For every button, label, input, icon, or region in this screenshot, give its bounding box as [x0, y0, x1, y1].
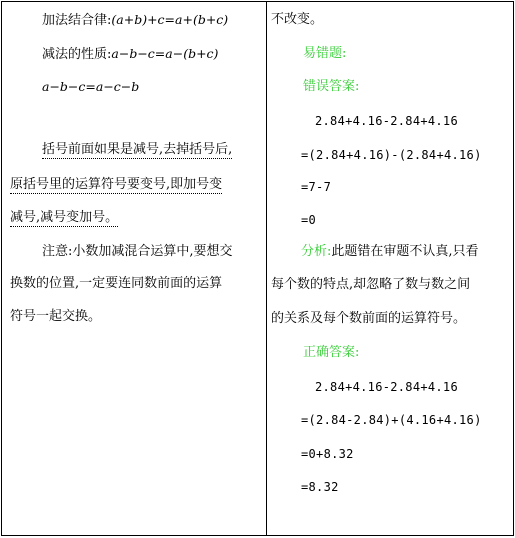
error-prone-heading: 易错题: — [303, 46, 347, 61]
analysis-line-3: 的关系及每个数前面的运算符号。 — [271, 311, 467, 326]
wrong-step-2: =(2.84+4.16)-(2.84+4.16) — [301, 148, 482, 162]
correct-step-2: =(2.84-2.84)+(4.16+4.16) — [301, 413, 482, 427]
note-line-3: 符号一起交换。 — [10, 309, 102, 324]
rule-line-2: 原括号里的运算符号要变号,即加号变 — [10, 177, 223, 192]
continued-text: 不改变。 — [271, 12, 324, 27]
addition-law-formula: (a+b)+c=a+(b+c) — [111, 12, 229, 27]
analysis-line-2: 每个数的特点,却忽略了数与数之间 — [271, 277, 471, 292]
wrong-answer-heading: 错误答案: — [303, 79, 360, 94]
correct-step-3: =0+8.32 — [301, 447, 354, 461]
rule-line-3: 减号,减号变加号。 — [10, 210, 119, 225]
rule-line-1: 括号前面如果是减号,去掉括号后, — [42, 142, 233, 157]
wrong-step-1: 2.84+4.16-2.84+4.16 — [315, 114, 458, 128]
wrong-step-4: =0 — [301, 213, 317, 227]
subtraction-property-label: 减法的性质: — [42, 47, 112, 62]
wrong-step-3: =7-7 — [301, 180, 332, 194]
analysis-line-1: 分析:此题错在审题不认真,只看 — [301, 244, 479, 259]
addition-law-label: 加法结合律: — [42, 13, 112, 28]
subtraction-property-formula-2: a−b−c=a−c−b — [42, 79, 140, 94]
note-line-1: 注意:小数加减混合运算中,要想交 — [42, 244, 233, 259]
addition-law-row — [42, 12, 228, 29]
note-line-2: 换数的位置,一定要连同数前面的运算 — [10, 276, 223, 291]
column-divider — [266, 2, 267, 535]
subtraction-property-row — [42, 46, 218, 63]
correct-answer-heading: 正确答案: — [303, 345, 360, 360]
table-frame — [1, 1, 514, 536]
subtraction-property-formula: a−b−c=a−(b+c) — [111, 46, 219, 61]
correct-step-1: 2.84+4.16-2.84+4.16 — [315, 380, 458, 394]
analysis-label: 分析: — [301, 244, 332, 259]
correct-step-4: =8.32 — [301, 480, 339, 494]
